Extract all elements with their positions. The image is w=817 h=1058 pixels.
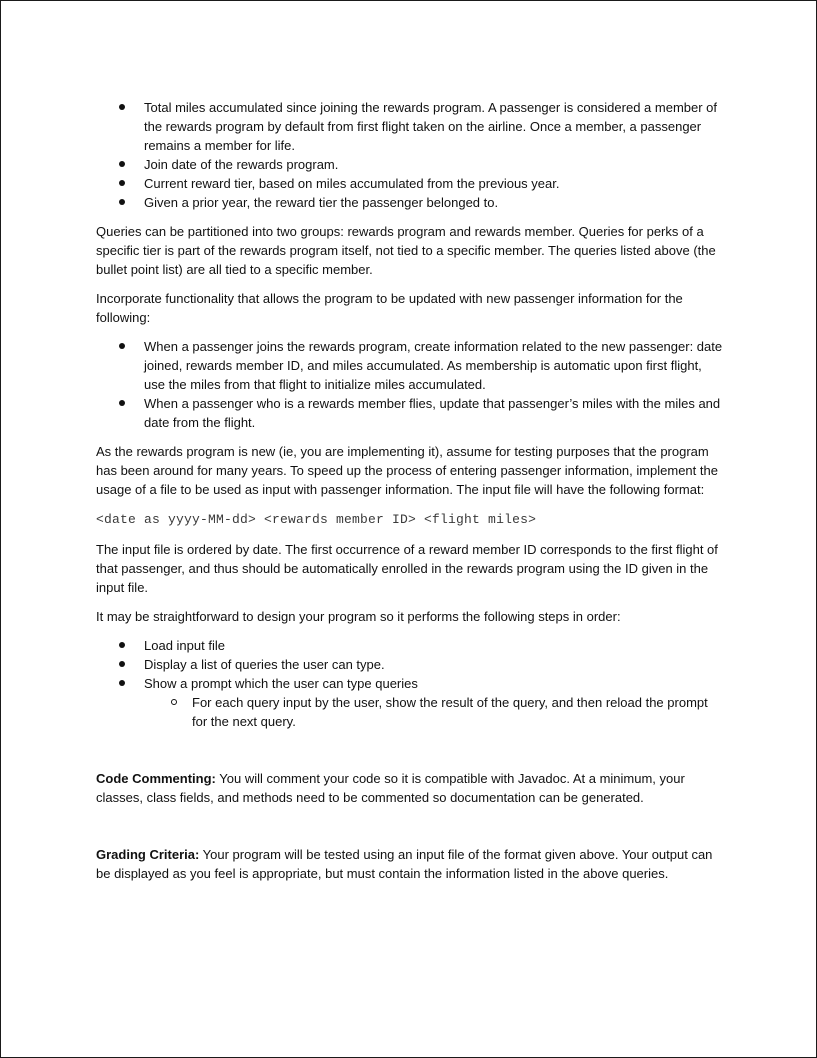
list-item: Show a prompt which the user can type queries For each query input by the user, show the result of the query, and then reload the prompt for the next query. — [96, 674, 724, 731]
list-item: When a passenger who is a rewards member flies, update that passenger’s miles with the miles and date from the flight. — [96, 394, 724, 432]
member-query-list — [96, 98, 724, 212]
list-item: Total miles accumulated since joining the rewards program. A passenger is considered a member of the rewards program by default from first flight taken on the airline. Once a member, a passenger remains a member for life. — [96, 98, 724, 155]
paragraph-design: It may be straightforward to design your program so it performs the following steps in order: — [96, 609, 621, 624]
update-list — [96, 337, 724, 432]
bullet-icon — [119, 343, 125, 349]
paragraph-queries: Queries can be partitioned into two groups: rewards program and rewards member. Queries for perks of a specific tier is part of the rewards program itself, not tied to a specific member. The queries listed above (the bullet point list) are all tied to a specific member. — [96, 224, 716, 277]
list-item: When a passenger joins the rewards program, create information related to the new passenger: date joined, rewards member ID, and miles accumulated. As membership is automatic upon first flight, use the miles from that flight to initialize miles accumulated. — [96, 337, 724, 394]
sub-steps-list — [144, 693, 724, 731]
list-item: Display a list of queries the user can type. — [96, 655, 724, 674]
list-item: Given a prior year, the reward tier the passenger belonged to. — [96, 193, 724, 212]
bullet-icon — [119, 642, 125, 648]
grading-criteria-section — [96, 845, 724, 883]
grading-criteria-label: Grading Criteria: — [96, 847, 200, 862]
paragraph-new-program: As the rewards program is new (ie, you are implementing it), assume for testing purposes that the program has been around for many years. To speed up the process of entering passenger information, implement the usage of a file to be used as input with passenger information. The input file will have the following format: — [96, 444, 718, 497]
steps-list — [96, 636, 724, 731]
bullet-icon — [119, 661, 125, 667]
list-item: For each query input by the user, show the result of the query, and then reload the prompt for the next query. — [144, 693, 724, 731]
bullet-icon — [119, 161, 125, 167]
list-item: Current reward tier, based on miles accumulated from the previous year. — [96, 174, 724, 193]
code-commenting-text: You will comment your code so it is compatible with Javadoc. At a minimum, your classes, class fields, and methods need to be commented so documentation can be generated. — [96, 771, 685, 805]
bullet-icon — [119, 400, 125, 406]
list-item: Join date of the rewards program. — [96, 155, 724, 174]
paragraph-incorporate: Incorporate functionality that allows the program to be updated with new passenger information for the following: — [96, 291, 683, 325]
grading-criteria-text: Your program will be tested using an input file of the format given above. Your output can be displayed as you feel is appropriate, but must contain the information listed in the above queries. — [96, 847, 713, 881]
bullet-icon — [119, 680, 125, 686]
paragraph-ordered: The input file is ordered by date. The first occurrence of a reward member ID corresponds to the first flight of that passenger, and thus should be automatically enrolled in the rewards program using the ID given in the input file. — [96, 542, 718, 595]
hollow-bullet-icon — [171, 699, 177, 705]
list-item: Load input file — [96, 636, 724, 655]
bullet-icon — [119, 199, 125, 205]
bullet-icon — [119, 104, 125, 110]
document-body — [96, 98, 724, 883]
bullet-icon — [119, 180, 125, 186]
input-format-line: <date as yyyy-MM-dd> <rewards member ID> <flight miles> — [96, 512, 537, 527]
code-commenting-label: Code Commenting: — [96, 771, 216, 786]
code-commenting-section — [96, 769, 724, 807]
